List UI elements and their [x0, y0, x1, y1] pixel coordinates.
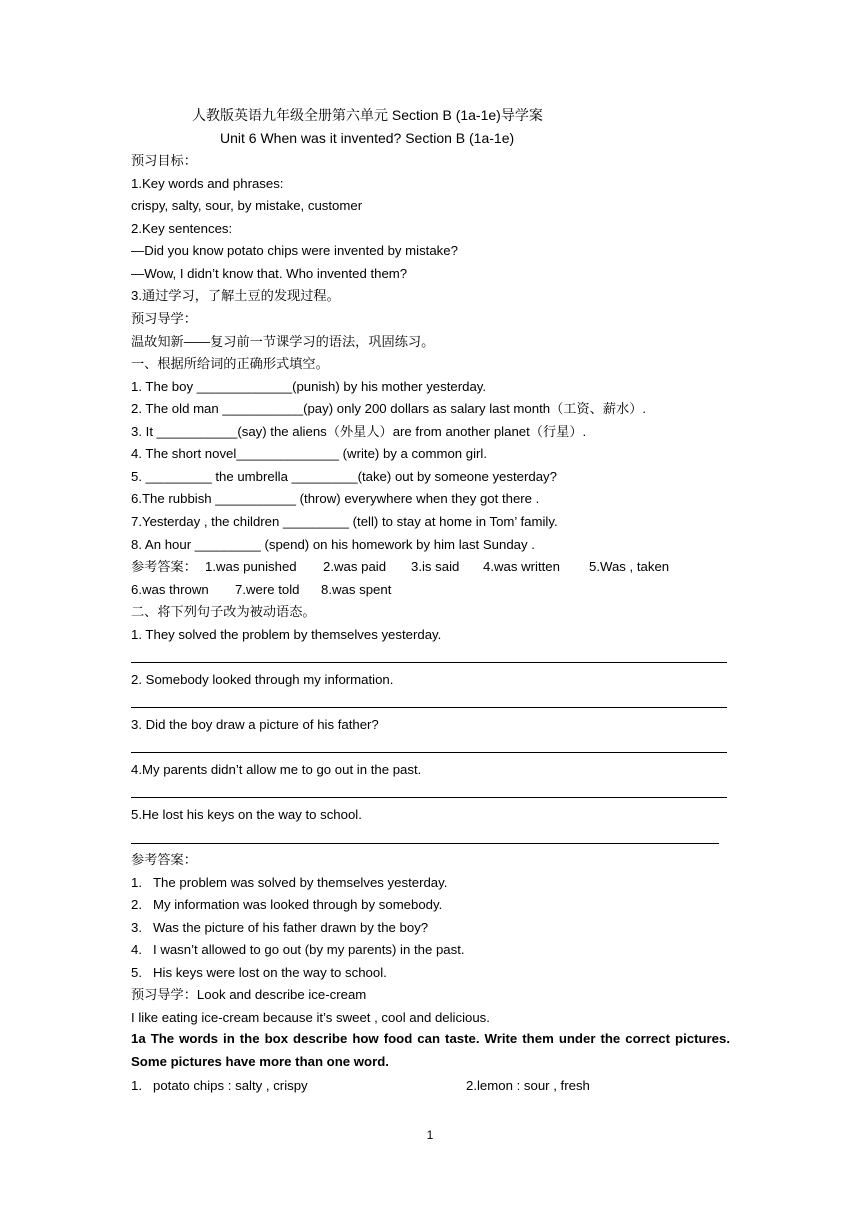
part2-item: 5.He lost his keys on the way to school. [131, 807, 362, 822]
part1-answer: 7.were told [235, 582, 300, 597]
key-words-list: crispy, salty, sour, by mistake, customer [131, 198, 363, 213]
key-sentence-2: —Wow, I didn’t know that. Who invented them? [131, 266, 408, 281]
part2-answer-text: My information was looked through by somebody. [153, 897, 443, 912]
key-sentences-heading: 2.Key sentences: [131, 221, 233, 236]
part2-heading: 二、将下列句子改为被动语态。 [131, 604, 316, 619]
part2-answer-num: 2. [131, 897, 142, 912]
part1-answer: 1.was punished [205, 559, 297, 574]
part1-answer: 4.was written [483, 559, 560, 574]
part1-item: 2. The old man ___________(pay) only 200 dollars as salary last month（工资、薪水）. [131, 401, 647, 416]
guide-heading: 预习导学： [131, 311, 197, 326]
task-1a-item: 2.lemon : sour , fresh [466, 1078, 590, 1093]
part2-answer-num: 4. [131, 942, 142, 957]
document-title: 人教版英语九年级全册第六单元 Section B (1a-1e)导学案 [192, 107, 543, 123]
task-1a-item: potato chips : salty , crispy [153, 1078, 308, 1093]
part2-item: 1. They solved the problem by themselves yesterday. [131, 627, 442, 642]
part1-answers-label: 参考答案： [131, 559, 197, 574]
goal-3: 3.通过学习，了解土豆的发现过程。 [131, 288, 340, 303]
part2-item: 4.My parents didn’t allow me to go out in the past. [131, 762, 422, 777]
part2-item: 2. Somebody looked through my information. [131, 672, 394, 687]
part1-answer: 6.was thrown [131, 582, 209, 597]
part1-item: 4. The short novel______________ (write) by a common girl. [131, 446, 488, 461]
part1-item: 6.The rubbish ___________ (throw) everywhere when they got there . [131, 491, 540, 506]
guide2-sentence: I like eating ice-cream because it’s sweet , cool and delicious. [131, 1010, 490, 1025]
part1-item: 7.Yesterday , the children _________ (tell) to stay at home in Tom’ family. [131, 514, 558, 529]
part1-item: 3. It ___________(say) the aliens（外星人）are from another planet（行星）. [131, 424, 587, 439]
answer-line [131, 752, 727, 753]
part1-answer: 3.is said [411, 559, 460, 574]
part2-answer-text: Was the picture of his father drawn by the boy? [153, 920, 429, 935]
part1-item: 1. The boy _____________(punish) by his mother yesterday. [131, 379, 487, 394]
part1-item: 5. _________ the umbrella _________(take) out by someone yesterday? [131, 469, 557, 484]
document-subtitle: Unit 6 When was it invented? Section B (1a-1e) [220, 130, 515, 146]
part1-heading: 一、根据所给词的正确形式填空。 [131, 356, 329, 371]
part2-answer-num: 5. [131, 965, 142, 980]
key-words-heading: 1.Key words and phrases: [131, 176, 284, 191]
answer-line [131, 662, 727, 663]
part2-answer-num: 3. [131, 920, 142, 935]
part1-item: 8. An hour _________ (spend) on his homework by him last Sunday . [131, 537, 535, 552]
part1-answer: 2.was paid [323, 559, 387, 574]
guide2-heading: 预习导学：Look and describe ice-cream [131, 987, 367, 1002]
part1-answer: 8.was spent [321, 582, 392, 597]
page-number: 1 [426, 1128, 434, 1142]
part2-answer-text: The problem was solved by themselves yesterday. [153, 875, 448, 890]
task-1a-item-num: 1. [131, 1078, 142, 1093]
answer-line [131, 707, 727, 708]
answer-line [131, 797, 727, 798]
task-1a-instruction: 1a The words in the box describe how food can taste. Write them under the correct pictures. Some pictures have more than one word. [131, 1031, 730, 1069]
preview-goals-heading: 预习目标： [131, 153, 197, 168]
part2-answer-text: I wasn’t allowed to go out (by my parents) in the past. [153, 942, 465, 957]
part2-answer-num: 1. [131, 875, 142, 890]
key-sentence-1: —Did you know potato chips were invented by mistake? [131, 243, 458, 258]
part1-answer: 5.Was , taken [589, 559, 670, 574]
part2-item: 3. Did the boy draw a picture of his father? [131, 717, 379, 732]
part2-answer-text: His keys were lost on the way to school. [153, 965, 387, 980]
review-note: 温故知新——复习前一节课学习的语法，巩固练习。 [131, 334, 435, 349]
answer-line [131, 843, 719, 844]
part2-answers-label: 参考答案： [131, 852, 197, 867]
